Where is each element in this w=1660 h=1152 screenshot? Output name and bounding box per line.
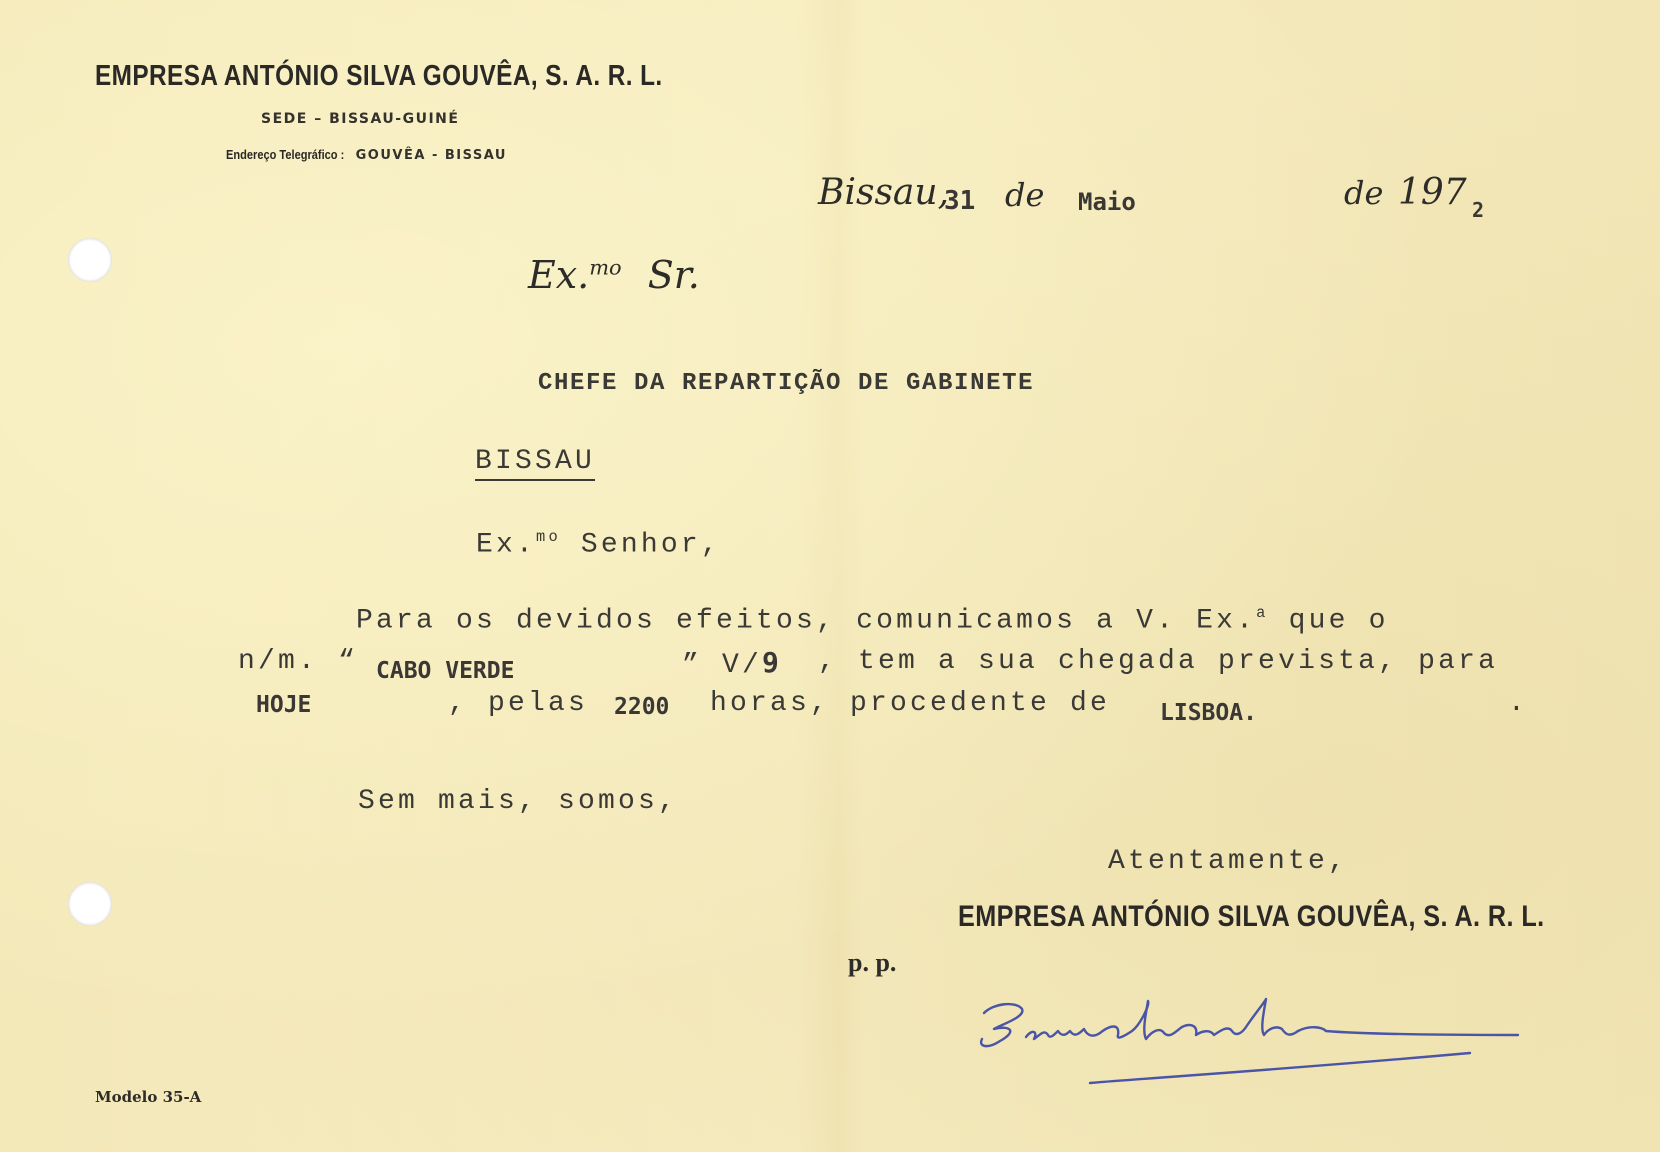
body-nm-close [682,646,782,681]
date-de-2: de [1344,174,1384,212]
letterhead-telegraphic [226,146,507,164]
punch-hole-top [68,238,112,282]
line1-b: que o [1268,605,1389,637]
body-nm-open: n/m. “ [238,646,359,677]
nm-close: ” V/ [682,650,763,681]
recipient-city [475,446,595,477]
printed-exmo-sup: mo [589,255,622,280]
greeting-pre: Ex. [476,529,537,561]
letterhead-sede: SEDE – BISSAU-GUINÉ [261,111,460,127]
body-hour: 2200 [614,694,670,720]
body-period: . [1508,688,1529,719]
printed-sr: Sr. [647,253,700,297]
body-pelas: , pelas [448,688,589,719]
date-year-digit: 2 [1472,198,1485,222]
body-closing: Sem mais, somos, [358,786,679,817]
date-month: Maio [1078,188,1136,216]
handwritten-signature [970,995,1530,1095]
punch-hole-bottom [68,882,112,926]
date-year-prefix: 197 [1398,172,1467,213]
telegraphic-label: Endereço Telegráfico : [226,147,345,162]
body-line-2-rest: , tem a sua chegada prevista, para [818,646,1499,677]
footer-model: Modelo 35-A [95,1088,202,1106]
signoff-pp: p. p. [848,948,897,977]
printed-salutation [528,253,700,297]
recipient-city-text: BISSAU [475,446,595,481]
date-day: 31 [944,186,976,216]
date-de-1: de [1005,176,1045,214]
telegraphic-value: GOUVÊA - BISSAU [355,148,507,163]
greeting-post: Senhor, [560,529,721,561]
signoff-regards: Atentamente, [1108,846,1349,877]
date-place: Bissau, [818,172,950,213]
greeting-sup: mo [536,528,561,546]
letterhead-company: EMPRESA ANTÓNIO SILVA GOUVÊA, S. A. R. L. [95,60,663,92]
body-origin: LISBOA. [1160,700,1257,726]
voyage-number: 9 [762,646,783,679]
body-when: HOJE [256,692,312,718]
printed-exmo: Ex. [528,253,590,297]
body-line-3-rest: horas, procedente de [710,688,1111,719]
recipient-title: CHEFE DA REPARTIÇÃO DE GABINETE [538,370,1035,397]
line1-sup: a [1256,604,1269,622]
body-greeting [476,528,721,560]
line1-a: Para os devidos efeitos, comunicamos a V. Ex. [356,605,1257,637]
body-line-1 [356,604,1389,636]
body-ship-name: CABO VERDE [376,658,515,684]
signoff-company: EMPRESA ANTÓNIO SILVA GOUVÊA, S. A. R. L. [958,900,1545,933]
